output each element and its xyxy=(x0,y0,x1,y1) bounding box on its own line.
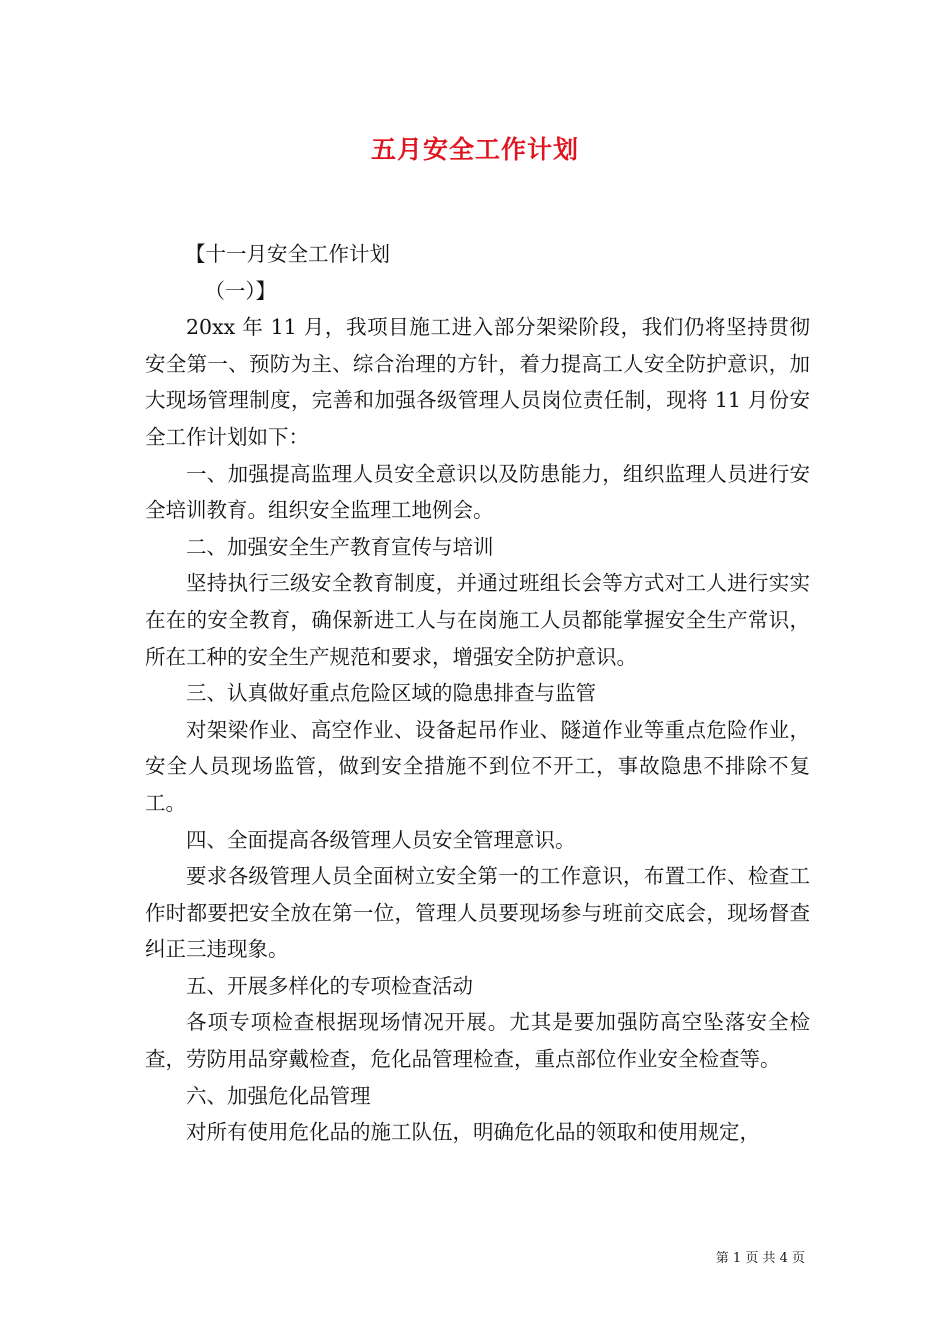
document-body xyxy=(145,236,810,1151)
paragraph-item-4-heading: 四、全面提高各级管理人员安全管理意识。 xyxy=(186,827,576,852)
paragraph-item-5-body: 各项专项检查根据现场情况开展。尤其是要加强防高空坠落安全检查，劳防用品穿戴检查，危化品管理检查，重点部位作业安全检查等。 xyxy=(145,1010,810,1072)
paragraph-item-4-body: 要求各级管理人员全面树立安全第一的工作意识，布置工作、检查工作时都要把安全放在第一位，管理人员要现场参与班前交底会，现场督查纠正三违现象。 xyxy=(145,864,810,962)
paragraph-item-3-heading: 三、认真做好重点危险区域的隐患排查与监管 xyxy=(186,681,596,706)
document-title: 五月安全工作计划 xyxy=(370,135,579,164)
paragraph-item-5-heading: 五、开展多样化的专项检查活动 xyxy=(186,973,473,998)
section-subheading: （一）】 xyxy=(204,278,277,303)
paragraph-item-6-heading: 六、加强危化品管理 xyxy=(186,1083,371,1108)
paragraph-item-2-heading: 二、加强安全生产教育宣传与培训 xyxy=(186,534,494,559)
paragraph-intro: 20xx 年 11 月，我项目施工进入部分架梁阶段，我们仍将坚持贯彻安全第一、预防为主、综合治理的方针，着力提高工人安全防护意识，加大现场管理制度，完善和加强各级管理人员岗位责任制，现将 11 月份安全工作计划如下： xyxy=(145,315,810,449)
paragraph-item-6-body: 对所有使用危化品的施工队伍，明确危化品的领取和使用规定， xyxy=(186,1120,760,1145)
section-heading: 【十一月安全工作计划 xyxy=(184,242,390,266)
page-number-footer: 第 1 页 共 4 页 xyxy=(715,1251,805,1266)
paragraph-item-1: 一、加强提高监理人员安全意识以及防患能力，组织监理人员进行安全培训教育。组织安全监理工地例会。 xyxy=(145,461,810,523)
paragraph-item-2-body: 坚持执行三级安全教育制度，并通过班组长会等方式对工人进行实实在在的安全教育，确保新进工人与在岗施工人员都能掌握安全生产常识，所在工种的安全生产规范和要求，增强安全防护意识。 xyxy=(145,571,810,669)
paragraph-item-3-body: 对架梁作业、高空作业、设备起吊作业、隧道作业等重点危险作业，安全人员现场监管，做到安全措施不到位不开工，事故隐患不排除不复工。 xyxy=(145,717,810,815)
